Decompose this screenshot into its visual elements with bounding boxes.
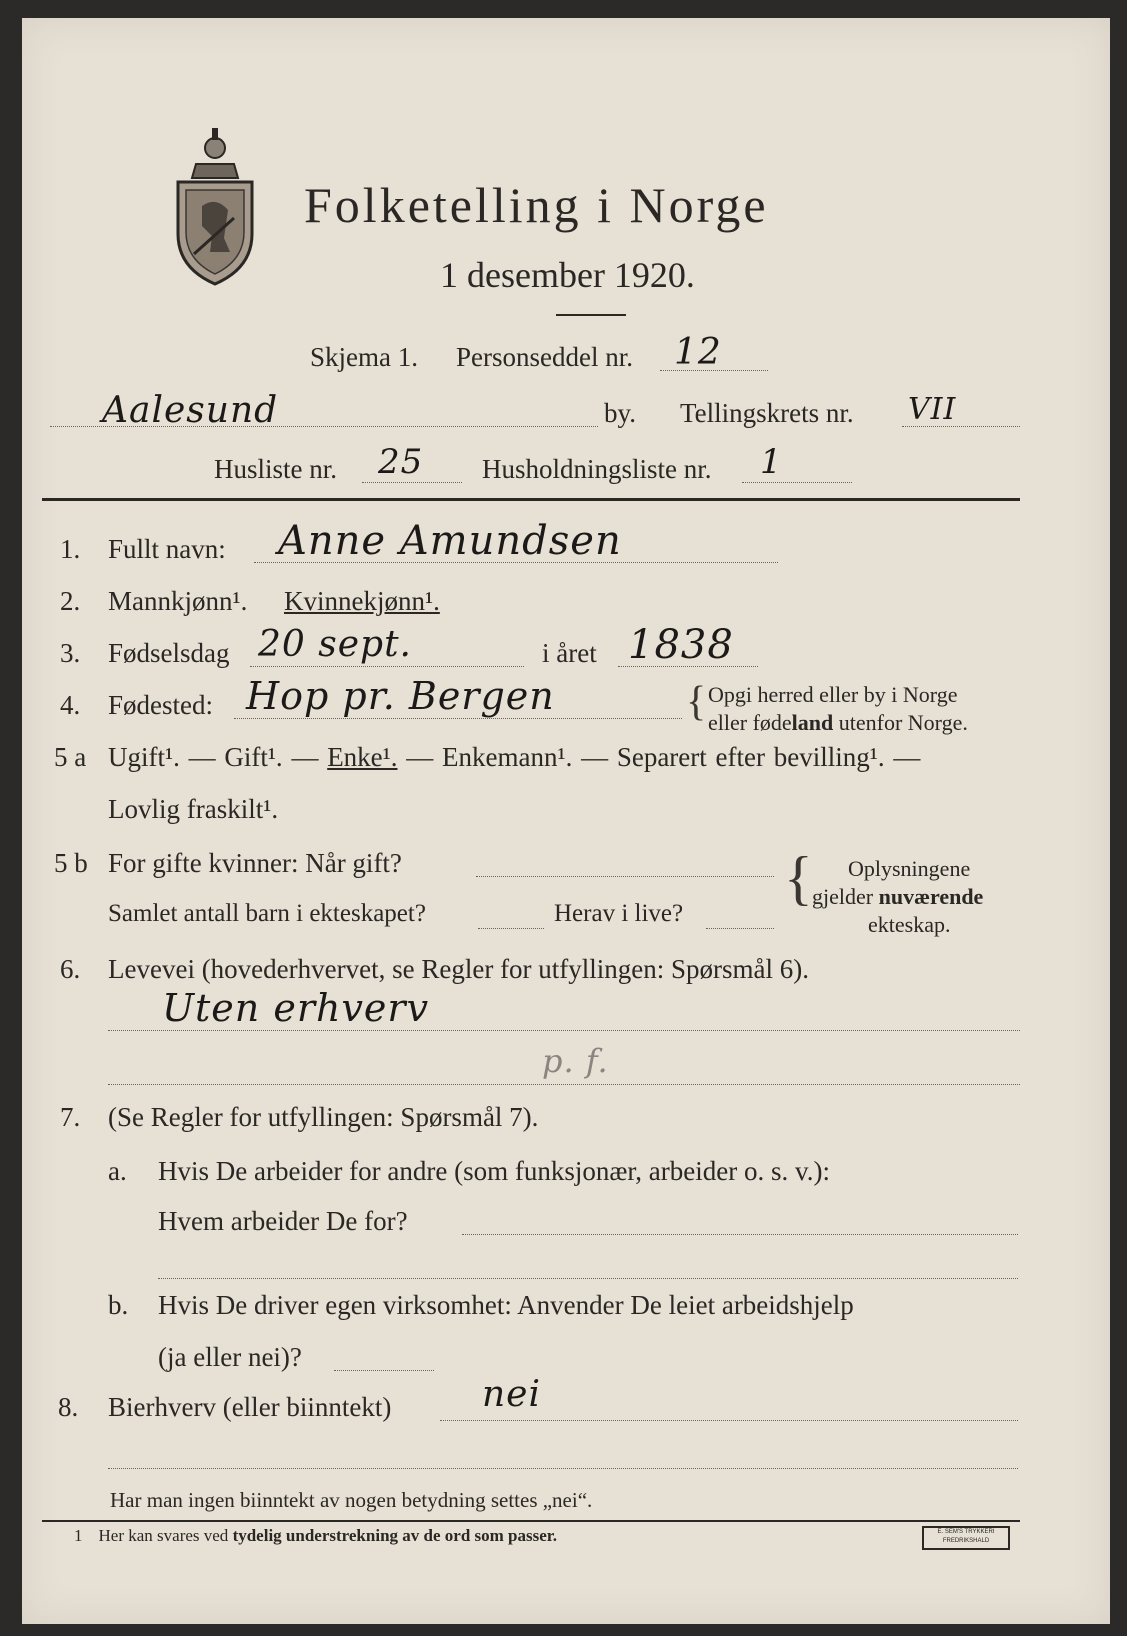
city-value: Aalesund [102,390,279,431]
husholdning-value: 1 [760,442,783,482]
q7a-line2 [158,1278,1018,1279]
q1-value: Anne Amundsen [278,518,622,564]
husholdning-label: Husholdningsliste nr. [482,454,712,484]
footnote-a: Her kan svares ved [98,1526,233,1545]
q4-note-line2-a: eller føde [708,710,792,735]
q8-label: Bierhverv (eller biinntekt) [108,1392,392,1422]
q4-note-line2 [708,710,968,736]
tellingskrets-label: Tellingskrets nr. [680,398,854,428]
q5b-line1: For gifte kvinner: Når gift? [108,848,402,878]
section-divider [42,498,1020,501]
q5a-sep4: — [581,742,609,772]
q1-number: 1. [60,534,81,564]
q3-value: 20 sept. [258,624,412,665]
footer-note: Har man ingen biinntekt av nogen betydning settes „nei“. [110,1488,593,1512]
q7a-letter: a. [108,1156,127,1186]
q3-line [250,666,524,667]
q4-note-line2-b: land [791,710,834,735]
q5b-note2-b: nuværende [878,884,984,909]
q6-value: Uten erhverv [162,986,430,1030]
skjema-label: Skjema 1. [310,342,418,372]
q5a-fraskilt: Lovlig fraskilt¹. [108,794,279,824]
q5a-ugift: Ugift¹. [108,742,180,772]
census-date: 1 desember 1920. [440,255,695,295]
q4-label: Fødested: [108,690,213,720]
footer-divider [42,1520,1020,1522]
husliste-value: 25 [378,442,424,482]
title-divider [556,314,626,316]
husliste-label: Husliste nr. [214,454,338,484]
q5b-number: 5 b [54,848,88,878]
q2-female: Kvinnekjønn¹. [284,586,440,616]
q3-label: Fødselsdag [108,638,230,668]
q5b-note3: ekteskap. [868,912,951,937]
printer-line1: E. SEM'S TRYKKERI [937,1529,995,1535]
tellingskrets-value: VII [908,392,957,427]
q6-mark: p. f. [542,1042,609,1080]
q5a-gift: Gift¹. [224,742,283,772]
q5b-line2: Samlet antall barn i ekteskapet? [108,900,426,927]
q6-label: Levevei (hovederhvervet, se Regler for utfyllingen: Spørsmål 6). [108,954,810,984]
q7-label: (Se Regler for utfyllingen: Spørsmål 7). [108,1102,539,1132]
q7a-text2: Hvem arbeider De for? [158,1206,408,1236]
q6-number: 6. [60,954,81,984]
q7a-text: Hvis De arbeider for andre (som funksjonær, arbeider o. s. v.): [158,1156,830,1186]
q7b-line [334,1370,434,1371]
q7b-text: Hvis De driver egen virksomhet: Anvender De leiet arbeidshjelp [158,1290,854,1320]
form-title: Folketelling i Norge [304,177,769,233]
q8-value: nei [482,1374,542,1415]
husliste-line [362,482,462,483]
q4-value: Hop pr. Bergen [246,674,555,718]
q5b-line1-fill [476,876,774,877]
q7a-line1 [462,1234,1018,1235]
q5a-options [108,742,920,773]
q5a-sep1: — [188,742,216,772]
q2-male: Mannkjønn¹. [108,586,248,616]
q5a-number: 5 a [54,742,87,772]
q8-number: 8. [58,1392,79,1422]
husholdning-line [742,482,852,483]
q4-number: 4. [60,690,81,720]
q5b-line2b-fill [706,928,774,929]
q4-line [234,718,682,719]
q5b-line2b: Herav i live? [554,900,684,927]
q6-line2 [108,1084,1020,1085]
q4-note-line2-c: utenfor Norge. [833,710,968,735]
q5b-line2-fill [478,928,544,929]
coat-of-arms-icon [172,126,258,288]
q5a-enkemann: Enkemann¹. [442,742,573,772]
q5a-separert: Separert efter bevilling¹. [616,742,885,772]
personseddel-label: Personseddel nr. [456,342,633,372]
q6-line1 [108,1030,1020,1031]
q5b-note2 [812,884,983,910]
q5b-note2-a: gjelder [812,884,879,909]
q7b-text2: (ja eller nei)? [158,1342,302,1372]
census-form [22,18,1110,1624]
footnote [74,1526,557,1546]
q5a-sep2: — [291,742,319,772]
q8-line2 [108,1468,1018,1469]
q1-label: Fullt navn: [108,534,226,564]
q7-number: 7. [60,1102,81,1132]
footnote-mark: 1 [74,1526,83,1545]
footnote-b: tydelig understrekning av de ord som passer. [232,1526,558,1545]
printer-stamp [922,1526,1010,1550]
q5a-enke: Enke¹. [327,742,398,772]
q7b-letter: b. [108,1290,129,1320]
q5b-brace: { [784,845,813,911]
personseddel-value: 12 [674,332,722,373]
q5b-note1: Oplysningene [848,856,971,881]
q8-line1 [440,1420,1018,1421]
q3-year-label: i året [542,638,597,668]
q3-number: 3. [60,638,81,668]
q4-note-line1: Opgi herred eller by i Norge [708,682,958,707]
q5a-sep3: — [406,742,434,772]
q4-brace: { [686,679,707,725]
by-label: by. [604,398,636,428]
printer-line2: FREDRIKSHALD [942,1538,990,1544]
q3-year-value: 1838 [628,622,734,668]
q2-number: 2. [60,586,81,616]
q5a-sep5: — [893,742,921,772]
